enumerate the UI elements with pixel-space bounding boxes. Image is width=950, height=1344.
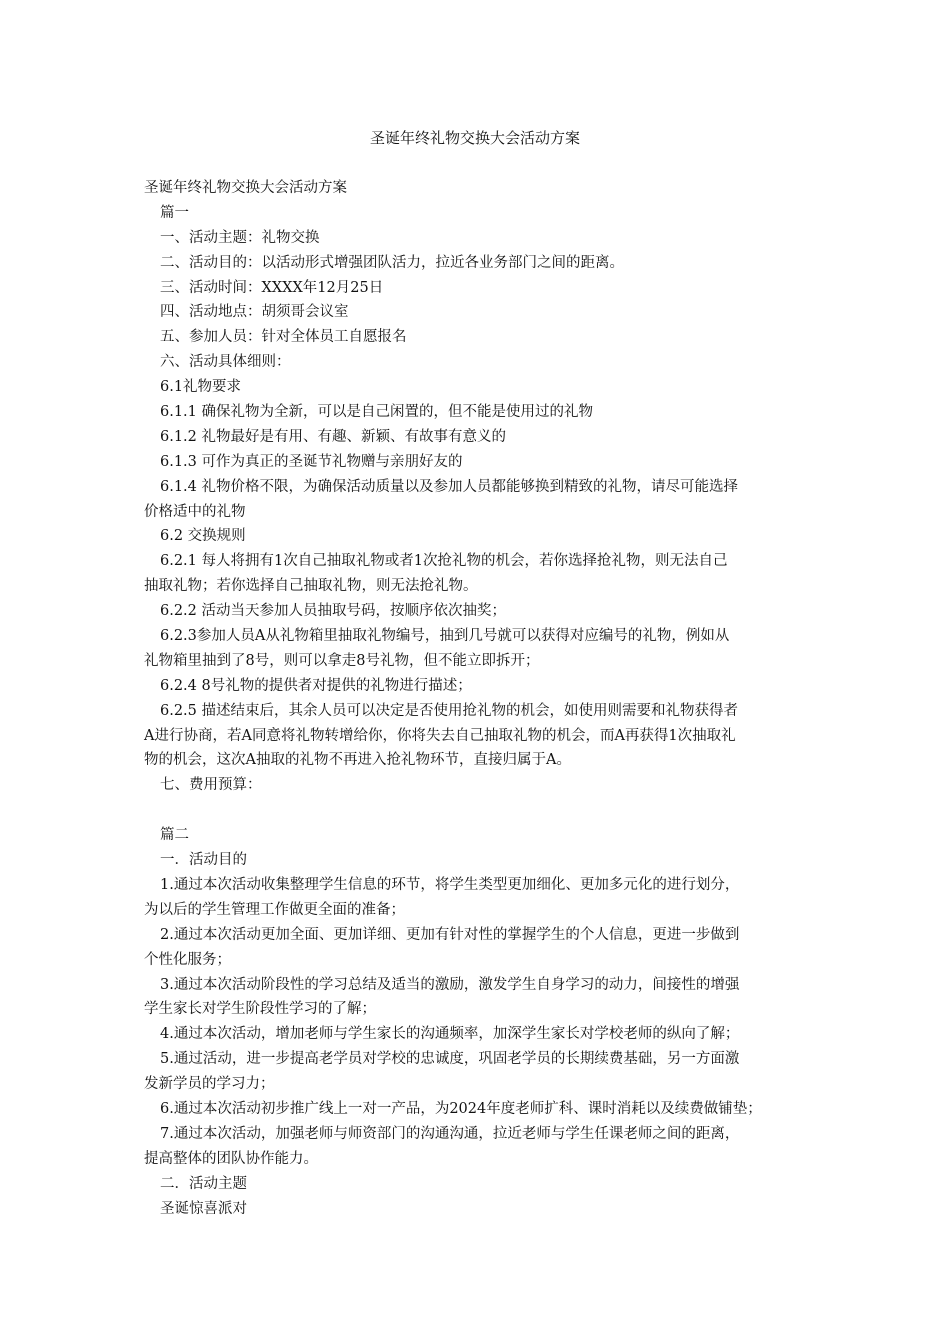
paragraph-line: 6.2.1 每人将拥有1次自己抽取礼物或者1次抢礼物的机会，若你选择抢礼物，则无法自己 — [160, 553, 728, 570]
paragraph-line: 价格适中的礼物 — [144, 503, 246, 520]
paragraph-line — [144, 798, 809, 823]
paragraph-line: 6.2.4 8号礼物的提供者对提供的礼物进行描述； — [160, 677, 472, 694]
paragraph-line: 五、参加人员：针对全体员工自愿报名 — [160, 329, 407, 346]
paragraph-line: 抽取礼物；若你选择自己抽取礼物，则无法抢礼物。 — [144, 578, 478, 595]
paragraph-line: 篇一 — [160, 204, 189, 221]
paragraph-line: 礼物箱里抽到了8号，则可以拿走8号礼物，但不能立即拆开； — [144, 652, 540, 669]
paragraph-line: 5.通过活动，进一步提高老学员对学校的忠诚度，巩固老学员的长期续费基础，另一方面激 — [160, 1051, 740, 1068]
paragraph-line: 二、活动目的：以活动形式增强团队活力，拉近各业务部门之间的距离。 — [160, 254, 624, 271]
paragraph-line: 6.1.4 礼物价格不限，为确保活动质量以及参加人员都能够换到精致的礼物，请尽可能选择 — [160, 478, 738, 495]
paragraph-line: 6.2.5 描述结束后，其余人员可以决定是否使用抢礼物的机会，如使用则需要和礼物获得者 — [160, 702, 738, 719]
document-body — [144, 176, 809, 1221]
paragraph-line: 3.通过本次活动阶段性的学习总结及适当的激励，激发学生自身学习的动力，间接性的增强 — [160, 976, 740, 993]
paragraph-line: 一．活动目的 — [160, 852, 247, 869]
paragraph-line: 为以后的学生管理工作做更全面的准备； — [144, 901, 405, 918]
paragraph-line: 四、活动地点：胡须哥会议室 — [160, 304, 349, 321]
paragraph-line: 六、活动具体细则： — [160, 354, 291, 371]
paragraph-line: 1.通过本次活动收集整理学生信息的环节，将学生类型更加细化、更加多元化的进行划分， — [160, 876, 740, 893]
paragraph-line: 提高整体的团队协作能力。 — [144, 1150, 318, 1167]
paragraph-line: 个性化服务； — [144, 951, 231, 968]
paragraph-line: 6.2 交换规则 — [160, 528, 246, 545]
paragraph-line: A进行协商，若A同意将礼物转增给你，你将失去自己抽取礼物的机会，而A再获得1次抽取礼 — [144, 727, 736, 744]
paragraph-line: 6.1.1 确保礼物为全新，可以是自己闲置的，但不能是使用过的礼物 — [160, 404, 594, 421]
paragraph-line: 6.通过本次活动初步推广线上一对一产品，为2024年度老师扩科、课时消耗以及续费做铺垫； — [160, 1100, 762, 1117]
paragraph-line: 发新学员的学习力； — [144, 1076, 275, 1093]
paragraph-line: 篇二 — [160, 827, 189, 844]
paragraph-line: 2.通过本次活动更加全面、更加详细、更加有针对性的掌握学生的个人信息，更进一步做到 — [160, 926, 740, 943]
paragraph-line: 6.2.2 活动当天参加人员抽取号码，按顺序依次抽奖； — [160, 603, 507, 620]
document-title: 圣诞年终礼物交换大会活动方案 — [369, 129, 580, 147]
paragraph-line: 6.1.2 礼物最好是有用、有趣、新颖、有故事有意义的 — [160, 428, 507, 445]
paragraph-line: 三、活动时间：XXXX年12月25日 — [160, 279, 384, 296]
paragraph-line: 物的机会，这次A抽取的礼物不再进入抢礼物环节，直接归属于A。 — [144, 752, 571, 769]
paragraph-line: 一、活动主题：礼物交换 — [160, 229, 320, 246]
paragraph-line: 6.1礼物要求 — [160, 379, 242, 396]
paragraph-line: 学生家长对学生阶段性学习的了解； — [144, 1001, 376, 1018]
paragraph-line: 圣诞惊喜派对 — [160, 1200, 247, 1217]
paragraph-line: 6.2.3参加人员A从礼物箱里抽取礼物编号，抽到几号就可以获得对应编号的礼物，例如从 — [160, 628, 730, 645]
paragraph-line: 7.通过本次活动，加强老师与师资部门的沟通沟通，拉近老师与学生任课老师之间的距离， — [160, 1125, 740, 1142]
paragraph-line: 圣诞年终礼物交换大会活动方案 — [144, 180, 347, 196]
paragraph-line: 七、费用预算： — [160, 777, 262, 794]
paragraph-line: 6.1.3 可作为真正的圣诞节礼物赠与亲朋好友的 — [160, 453, 463, 470]
paragraph-line: 二．活动主题 — [160, 1175, 247, 1192]
paragraph-line: 4.通过本次活动，增加老师与学生家长的沟通频率，加深学生家长对学校老师的纵向了解； — [160, 1026, 740, 1043]
